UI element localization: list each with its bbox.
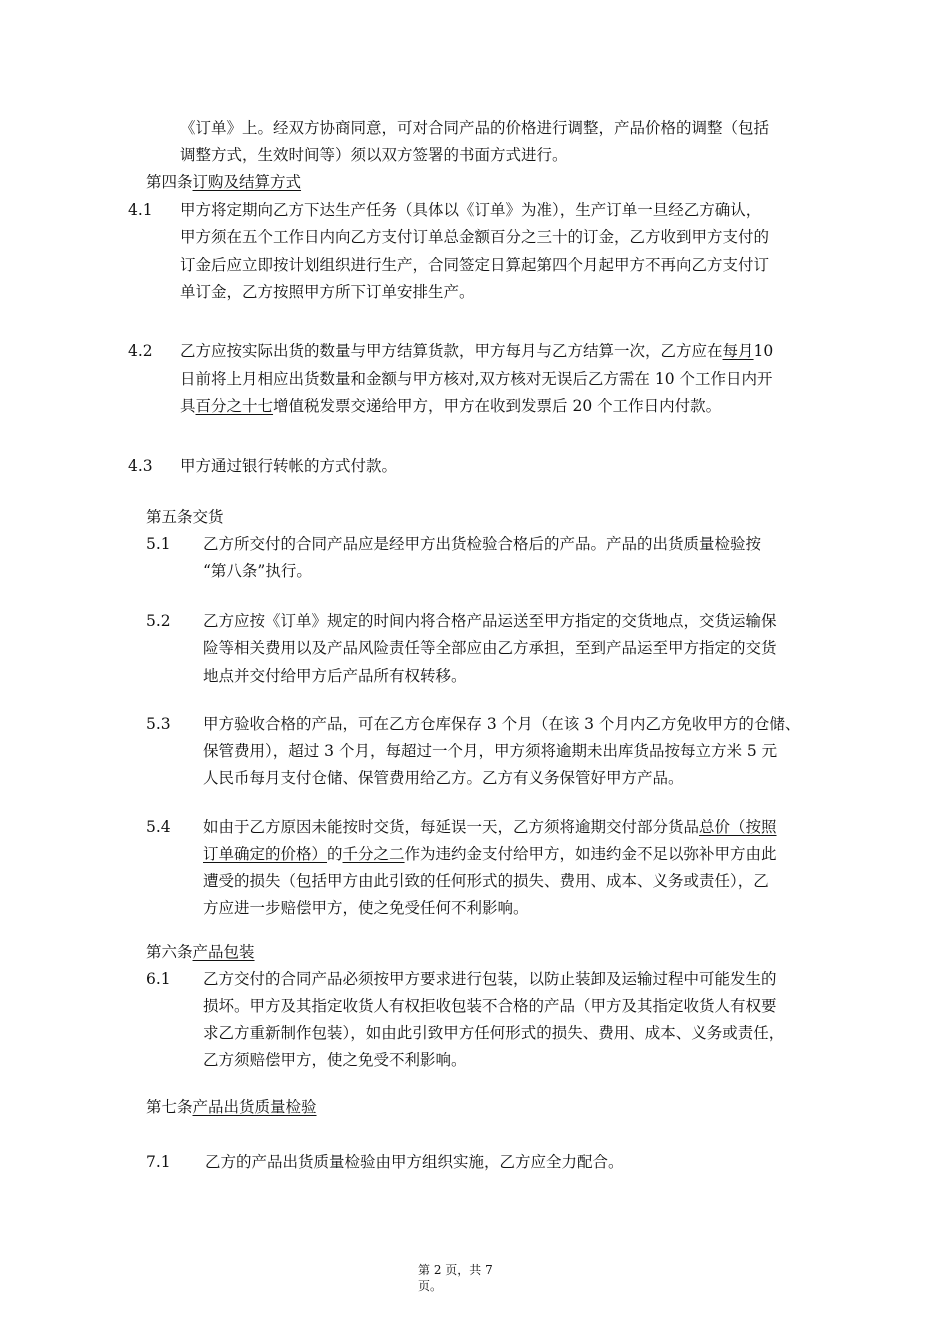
clause-5-3-line-2: 保管费用），超过 3 个月，每超过一个月，甲方须将逾期未出库货品按每立方米 5 元 (203, 742, 778, 760)
clause-4-1-line-1: 甲方将定期向乙方下达生产任务（具体以《订单》为准），生产订单一旦经乙方确认， (180, 201, 762, 219)
page-footer-line-2: 页。 (418, 1279, 443, 1293)
clause-6-1-line-1: 乙方交付的合同产品必须按甲方要求进行包装，以防止装卸及运输过程中可能发生的 (203, 970, 777, 988)
clause-5-2-line-3: 地点并交付给甲方后产品所有权转移。 (203, 667, 467, 685)
clause-5-3-number: 5.3 (146, 715, 171, 733)
article-4-prefix: 第四条 (146, 173, 193, 191)
article-6-heading (146, 942, 255, 962)
clause-4-2-line-1-day: 10 (753, 342, 774, 360)
clause-4-2-underline-monthly: 每月 (722, 342, 754, 360)
article-7-title: 产品出货质量检验 (192, 1098, 317, 1116)
clause-4-2-line-3-start: 具 (180, 397, 196, 415)
clause-5-2-number: 5.2 (146, 612, 171, 630)
clause-4-2-line-1 (180, 341, 773, 361)
clause-6-1-line-2: 损坏。甲方及其指定收货人有权拒收包装不合格的产品（甲方及其指定收货人有权要 (203, 997, 777, 1015)
clause-5-4-line-4: 方应进一步赔偿甲方，使之免受任何不利影响。 (203, 899, 529, 917)
article-4-title: 订购及结算方式 (192, 173, 302, 191)
clause-5-4-underline-price: 订单确定的价格） (203, 845, 328, 863)
clause-5-4-line-1 (203, 817, 777, 837)
clause-4-2-number: 4.2 (128, 342, 153, 360)
clause-5-4-line-2-of: 的 (327, 845, 343, 863)
clause-5-1-line-1: 乙方所交付的合同产品应是经甲方出货检验合格后的产品。产品的出货质量检验按 (203, 535, 762, 553)
clause-4-1-number: 4.1 (128, 201, 153, 219)
article-7-prefix: 第七条 (146, 1098, 193, 1116)
clause-5-4-underline-rate: 千分之二 (342, 845, 405, 863)
clause-4-3-number: 4.3 (128, 457, 153, 475)
intro-line-2: 调整方式，生效时间等）须以双方签署的书面方式进行。 (180, 146, 568, 164)
clause-4-1-line-3: 订金后应立即按计划组织进行生产，合同签定日算起第四个月起甲方不再向乙方支付订 (180, 256, 770, 274)
clause-5-4-line-1-text: 如由于乙方原因未能按时交货，每延误一天，乙方须将逾期交付部分货品 (203, 818, 700, 836)
page-footer-line-1: 第 2 页，共 7 (418, 1263, 493, 1277)
clause-5-1-line-2: “第八条”执行。 (203, 562, 312, 580)
clause-5-4-number: 5.4 (146, 818, 171, 836)
clause-6-1-number: 6.1 (146, 970, 171, 988)
clause-4-1-line-4: 单订金，乙方按照甲方所下订单安排生产。 (180, 283, 475, 301)
clause-6-1-line-4: 乙方须赔偿甲方，使之免受不利影响。 (203, 1051, 467, 1069)
article-7-heading (146, 1097, 317, 1117)
clause-5-2-line-2: 险等相关费用以及产品风险责任等全部应由乙方承担，至到产品运至甲方指定的交货 (203, 639, 777, 657)
clause-5-4-line-2-end: 作为违约金支付给甲方，如违约金不足以弥补甲方由此 (404, 845, 777, 863)
article-6-title: 产品包装 (192, 943, 255, 961)
clause-6-1-line-3: 求乙方重新制作包装），如由此引致甲方任何形式的损失、费用、成本、义务或责任， (203, 1024, 785, 1042)
article-4-heading (146, 172, 301, 192)
clause-4-1-line-2: 甲方须在五个工作日内向乙方支付订单总金额百分之三十的订金，乙方收到甲方支付的 (180, 228, 770, 246)
clause-5-1-number: 5.1 (146, 535, 171, 553)
article-6-prefix: 第六条 (146, 943, 193, 961)
clause-4-2-underline-rate: 百分之十七 (195, 397, 274, 415)
clause-5-4-underline-total: 总价（按照 (699, 818, 777, 836)
clause-4-2-line-2: 日前将上月相应出货数量和金额与甲方核对,双方核对无误后乙方需在 10 个工作日内开 (180, 370, 773, 388)
clause-4-2-line-3-end: 增值税发票交递给甲方，甲方在收到发票后 20 个工作日内付款。 (273, 397, 722, 415)
clause-4-2-line-3 (180, 396, 721, 416)
clause-5-3-line-1: 甲方验收合格的产品，可在乙方仓库保存 3 个月（在该 3 个月内乙方免收甲方的仓储、 (203, 715, 801, 733)
clause-4-2-line-1-text: 乙方应按实际出货的数量与甲方结算货款，甲方每月与乙方结算一次，乙方应在 (180, 342, 723, 360)
clause-5-4-line-3: 遭受的损失（包括甲方由此引致的任何形式的损失、费用、成本、义务或责任），乙 (203, 872, 769, 890)
clause-7-1-line-1: 乙方的产品出货质量检验由甲方组织实施，乙方应全力配合。 (205, 1153, 624, 1171)
clause-5-3-line-3: 人民币每月支付仓储、保管费用给乙方。乙方有义务保管好甲方产品。 (203, 769, 684, 787)
clause-4-3-line-1: 甲方通过银行转帐的方式付款。 (180, 457, 398, 475)
clause-5-4-line-2 (203, 844, 777, 864)
clause-5-2-line-1: 乙方应按《订单》规定的时间内将合格产品运送至甲方指定的交货地点，交货运输保 (203, 612, 777, 630)
article-5-heading: 第五条交货 (146, 508, 224, 526)
intro-line-1: 《订单》上。经双方协商同意，可对合同产品的价格进行调整，产品价格的调整（包括 (180, 119, 770, 137)
clause-7-1-number: 7.1 (146, 1153, 171, 1171)
